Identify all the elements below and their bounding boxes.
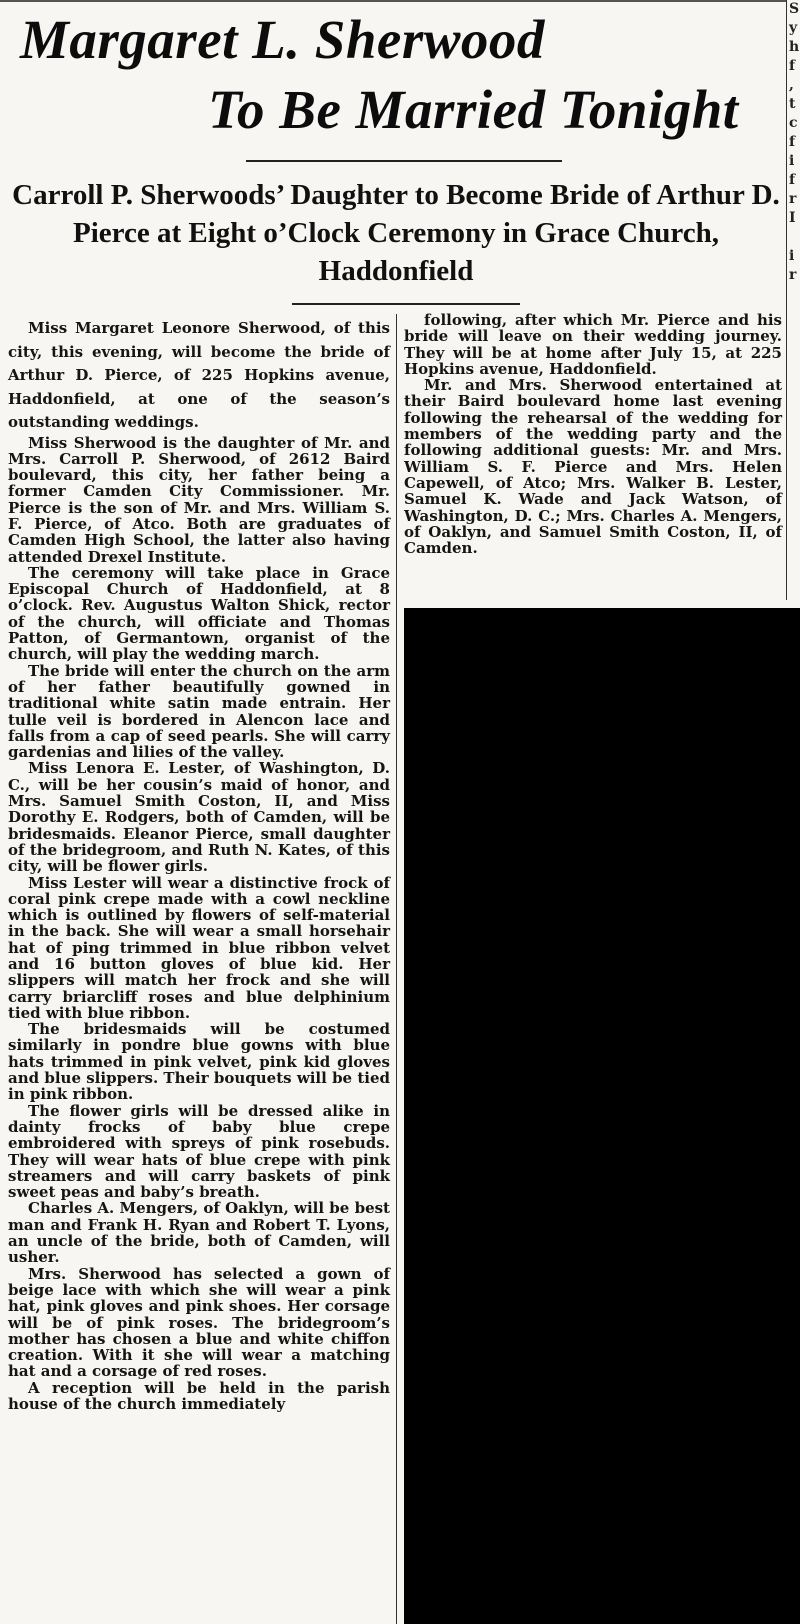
edge-text-fragment: y [789,20,798,36]
headline-divider [246,160,562,162]
article-paragraph: A reception will be held in the parish house of the church immediately [8,1378,390,1414]
top-border-rule [0,0,786,2]
headline-line-1: Margaret L. Sherwood [20,9,545,70]
edge-text-fragment [786,228,800,247]
article-paragraph: Mrs. Sherwood has selected a gown of beige lace with which she will wear a pink hat, pink gloves and pink shoes. Her corsage will be of pink roses. The bridegroom’s mother has chosen a blue and white chiffon creation. With it she will wear a matching hat and a corsage of red roses. [8,1264,390,1381]
article-paragraph: Miss Margaret Leonore Sherwood, of this city, this evening, will become the bride of Arthur D. Pierce, of 225 Hopkins avenue, Haddonfield, at one of the season’s outstanding weddings. [8,319,390,431]
headline-line-2: To Be Married Tonight [208,79,739,140]
blank-region [404,608,800,1624]
subheadline-deck: Carroll P. Sherwoods’ Daughter to Become Bride of Arthur D. Pierce at Eight o’Clock Ceremony in Grace Church, Haddonfield [12,179,780,287]
adjacent-column-edge [786,0,800,600]
article-paragraph: Miss Lenora E. Lester, of Washington, D. C., will be her cousin’s maid of honor, and Mrs. Samuel Smith Coston, II, and Miss Dorothy E. Rodgers, both of Camden, will be bridesmaids. Eleanor Pierce, small daughter of the bridegroom, and Ruth N. Kates, of this city, will be flower girls. [8,759,390,876]
edge-text-fragment: r [789,191,797,207]
edge-text-fragment: i [789,153,795,169]
article-paragraph: The bridesmaids will be costumed similarly in pondre blue gowns with blue hats trimmed in pink velvet, pink kid gloves and blue slippers. Their bouquets will be tied in pink ribbon. [8,1020,390,1104]
edge-text-fragment: f [789,134,796,150]
column-divider [396,314,397,1624]
edge-text-fragment: f [789,172,796,188]
article-paragraph: The ceremony will take place in Grace Episcopal Church of Haddonfield, at 8 o’clock. Rev. Augustus Walton Shick, rector of the church, will officiate and Thomas Patton, of Germantown, organist of the church, will play the wedding march. [8,563,390,664]
article-paragraph: Mr. and Mrs. Sherwood entertained at their Baird boulevard home last evening following the rehearsal of the wedding for members of the wedding party and the following additional guests: Mr. and Mrs. William S. F. Pierce and Mrs. Helen Capewell, of Atco; Mrs. Walker B. Lester, Samuel K. Wade and Jack Watson, of Washington, D. C.; Mrs. Charles A. Mengers, of Oaklyn, and Samuel Smith Coston, II, of Camden. [404,376,782,558]
article-paragraph: The bride will enter the church on the arm of her father beautifully gowned in traditional white satin made entrain. Her tulle veil is bordered in Alencon lace and falls from a cap of seed pearls. She will carry gardenias and lilies of the valley. [8,661,390,762]
edge-text-fragment: , [789,77,794,93]
edge-text-fragment: h [789,39,800,55]
edge-text-fragment: t [789,96,796,112]
article-paragraph: Miss Sherwood is the daughter of Mr. and Mrs. Carroll P. Sherwood, of 2612 Baird boulevard, this city, her father being a former Camden City Commissioner. Mr. Pierce is the son of Mr. and Mrs. William S. F. Pierce, of Atco. Both are graduates of Camden High School, the latter also having attended Drexel Institute. [8,433,390,566]
edge-text-fragment: S [789,1,800,17]
article-paragraph: Charles A. Mengers, of Oaklyn, will be best man and Frank H. Ryan and Robert T. Lyons, an uncle of the bride, both of Camden, will usher. [8,1199,390,1267]
edge-text-fragment: f [789,58,796,74]
deck-divider [292,303,520,305]
article-paragraph: following, after which Mr. Pierce and his bride will leave on their wedding journey. They will be at home after July 15, at 225 Hopkins avenue, Haddonfield. [404,311,782,378]
edge-text-fragment: i [789,248,795,264]
edge-text-fragment: c [789,115,798,131]
article-paragraph: The flower girls will be dressed alike in dainty frocks of baby blue crepe embroidered with spreys of pink rosebuds. They will wear hats of blue crepe with pink streamers and will carry baskets of pink sweet peas and baby’s breath. [8,1101,390,1202]
article-column-1 [8,317,390,1412]
edge-text-fragment: r [789,267,797,283]
edge-text-fragment: I [789,210,796,226]
article-paragraph: Miss Lester will wear a distinctive frock of coral pink crepe made with a cowl neckline which is outlined by flowers of self-material in the back. She will wear a small horsehair hat of ping trimmed in blue ribbon velvet and 16 button gloves of blue kid. Her slippers will match her frock and she will carry briarcliff roses and blue delphinium tied with blue ribbon. [8,873,390,1022]
article-column-2 [404,312,782,556]
